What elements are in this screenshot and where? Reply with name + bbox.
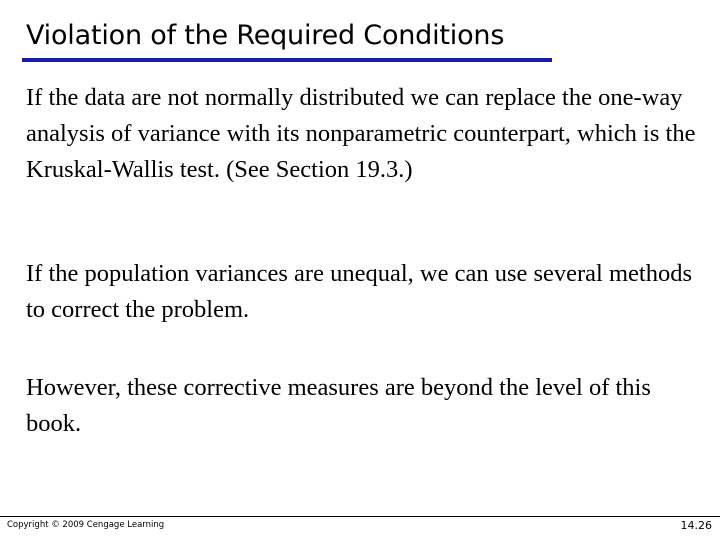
body-paragraph-2: If the population variances are unequal, we can use several methods to correct the problem. <box>26 260 692 323</box>
body-paragraph-3: However, these corrective measures are beyond the level of this book. <box>26 374 651 437</box>
copyright-notice: Copyright © 2009 Cengage Learning <box>7 520 165 530</box>
title-underline <box>22 58 552 62</box>
footer-divider <box>0 516 720 517</box>
slide-number: 14.26 <box>680 519 712 532</box>
body-paragraph-1: If the data are not normally distributed we can replace the one-way analysis of variance with its nonparametric counterpart, which is the Kruskal-Wallis test. (See Section 19.3.) <box>26 84 696 183</box>
slide-title: Violation of the Required Conditions <box>26 20 505 51</box>
